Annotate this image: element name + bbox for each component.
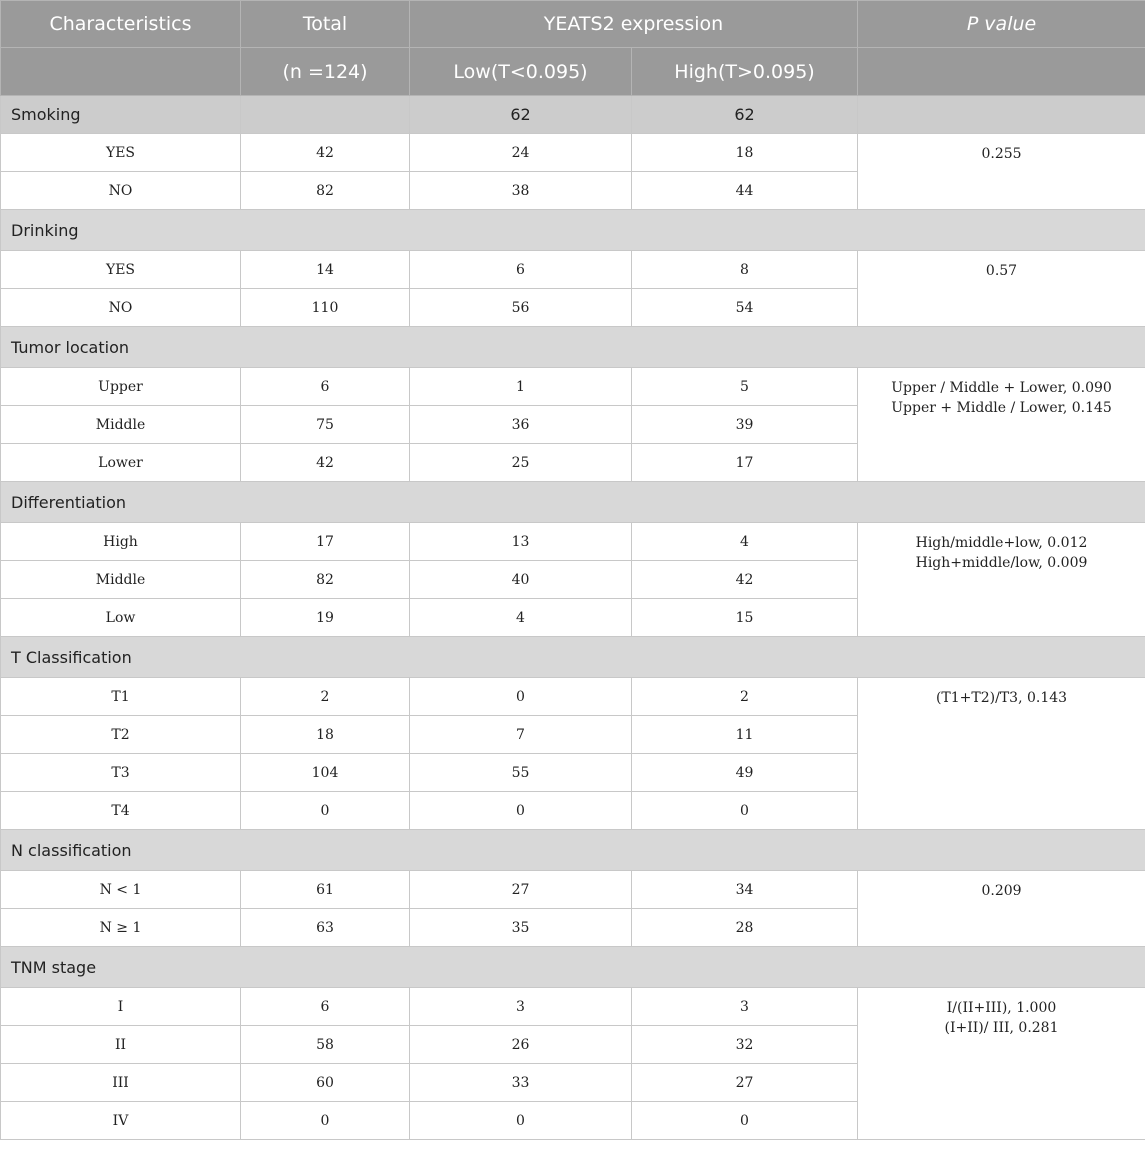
- row-high: 2: [632, 678, 858, 716]
- row-total: 110: [241, 289, 410, 327]
- row-label: NO: [1, 172, 241, 210]
- row-total: 42: [241, 444, 410, 482]
- row-total: 63: [241, 909, 410, 947]
- table-row: [1, 523, 1145, 561]
- row-low: 0: [410, 792, 632, 830]
- p-value-line: (T1+T2)/T3, 0.143: [935, 690, 1068, 706]
- section-title: Differentiation: [1, 482, 1145, 523]
- p-value-cell: [858, 368, 1145, 482]
- table-row: [1, 251, 1145, 289]
- section-title: TNM stage: [1, 947, 1145, 988]
- row-high: 0: [632, 792, 858, 830]
- p-value-line: I/(II+III), 1.000: [946, 1000, 1057, 1016]
- section-title: N classification: [1, 830, 1145, 871]
- row-high: 28: [632, 909, 858, 947]
- p-value-line: Upper + Middle / Lower, 0.145: [891, 400, 1112, 416]
- header-high: High(T>0.095): [632, 48, 858, 96]
- row-high: 4: [632, 523, 858, 561]
- section-row-n-classification: [1, 830, 1145, 871]
- row-label: YES: [1, 134, 241, 172]
- p-value-cell: [858, 678, 1145, 830]
- row-high: 0: [632, 1102, 858, 1140]
- row-label: T1: [1, 678, 241, 716]
- table-row: [1, 678, 1145, 716]
- p-value-cell: [858, 523, 1145, 637]
- p-value-line: High/middle+low, 0.012: [915, 535, 1088, 551]
- table-row: [1, 368, 1145, 406]
- section-high-count: 62: [632, 96, 858, 134]
- header-empty-2: [858, 48, 1145, 96]
- p-value-line: High+middle/low, 0.009: [915, 555, 1088, 571]
- row-total: 42: [241, 134, 410, 172]
- row-low: 4: [410, 599, 632, 637]
- row-high: 11: [632, 716, 858, 754]
- section-row-differentiation: [1, 482, 1145, 523]
- row-high: 39: [632, 406, 858, 444]
- row-total: 19: [241, 599, 410, 637]
- row-total: 104: [241, 754, 410, 792]
- row-high: 17: [632, 444, 858, 482]
- row-high: 5: [632, 368, 858, 406]
- header-p-value: P value: [858, 1, 1145, 48]
- row-low: 26: [410, 1026, 632, 1064]
- row-total: 61: [241, 871, 410, 909]
- section-row-tumor-location: [1, 327, 1145, 368]
- table-row: [1, 871, 1145, 909]
- p-value-line: Upper / Middle + Lower, 0.090: [891, 380, 1112, 396]
- p-value-cell: [858, 251, 1145, 327]
- row-low: 13: [410, 523, 632, 561]
- row-label: NO: [1, 289, 241, 327]
- row-low: 40: [410, 561, 632, 599]
- row-high: 42: [632, 561, 858, 599]
- row-low: 27: [410, 871, 632, 909]
- row-total: 14: [241, 251, 410, 289]
- section-row-t-classification: [1, 637, 1145, 678]
- header-empty-1: [1, 48, 241, 96]
- row-label: Lower: [1, 444, 241, 482]
- row-low: 0: [410, 678, 632, 716]
- row-total: 0: [241, 792, 410, 830]
- row-total: 6: [241, 988, 410, 1026]
- header-low: Low(T<0.095): [410, 48, 632, 96]
- row-total: 2: [241, 678, 410, 716]
- section-cell-empty: [858, 96, 1145, 134]
- p-value-line: (I+II)/ III, 0.281: [944, 1020, 1059, 1036]
- row-low: 33: [410, 1064, 632, 1102]
- row-high: 54: [632, 289, 858, 327]
- row-label: N ≥ 1: [1, 909, 241, 947]
- row-label: III: [1, 1064, 241, 1102]
- row-low: 38: [410, 172, 632, 210]
- row-total: 58: [241, 1026, 410, 1064]
- row-low: 56: [410, 289, 632, 327]
- row-low: 36: [410, 406, 632, 444]
- section-title: T Classification: [1, 637, 1145, 678]
- row-high: 44: [632, 172, 858, 210]
- p-value-line: 0.209: [981, 883, 1022, 899]
- row-low: 7: [410, 716, 632, 754]
- row-total: 0: [241, 1102, 410, 1140]
- header-total: Total: [241, 1, 410, 48]
- table-row: [1, 134, 1145, 172]
- row-label: T2: [1, 716, 241, 754]
- row-high: 32: [632, 1026, 858, 1064]
- row-low: 24: [410, 134, 632, 172]
- section-low-count: 62: [410, 96, 632, 134]
- row-label: II: [1, 1026, 241, 1064]
- row-low: 3: [410, 988, 632, 1026]
- row-label: T3: [1, 754, 241, 792]
- row-label: Middle: [1, 561, 241, 599]
- row-high: 3: [632, 988, 858, 1026]
- row-low: 25: [410, 444, 632, 482]
- section-title: Drinking: [1, 210, 1145, 251]
- row-high: 15: [632, 599, 858, 637]
- row-high: 27: [632, 1064, 858, 1102]
- row-label: Upper: [1, 368, 241, 406]
- row-total: 60: [241, 1064, 410, 1102]
- header-n: (n =124): [241, 48, 410, 96]
- row-total: 6: [241, 368, 410, 406]
- section-row-tnm-stage: [1, 947, 1145, 988]
- row-total: 17: [241, 523, 410, 561]
- header-row-1: [1, 1, 1145, 48]
- row-label: YES: [1, 251, 241, 289]
- p-value-cell: [858, 871, 1145, 947]
- row-high: 8: [632, 251, 858, 289]
- row-low: 6: [410, 251, 632, 289]
- p-value-line: 0.255: [981, 146, 1022, 162]
- row-low: 0: [410, 1102, 632, 1140]
- row-label: T4: [1, 792, 241, 830]
- section-title: Smoking: [1, 96, 241, 134]
- row-total: 75: [241, 406, 410, 444]
- row-total: 18: [241, 716, 410, 754]
- row-label: High: [1, 523, 241, 561]
- p-value-cell: [858, 988, 1145, 1140]
- section-row-drinking: [1, 210, 1145, 251]
- row-high: 49: [632, 754, 858, 792]
- row-high: 34: [632, 871, 858, 909]
- table-row: [1, 988, 1145, 1026]
- row-low: 1: [410, 368, 632, 406]
- row-low: 55: [410, 754, 632, 792]
- row-total: 82: [241, 561, 410, 599]
- section-title: Tumor location: [1, 327, 1145, 368]
- row-low: 35: [410, 909, 632, 947]
- section-cell-empty: [241, 96, 410, 134]
- section-row-smoking: [1, 96, 1145, 134]
- header-characteristics: Characteristics: [1, 1, 241, 48]
- row-label: Low: [1, 599, 241, 637]
- row-label: Middle: [1, 406, 241, 444]
- row-high: 18: [632, 134, 858, 172]
- row-label: IV: [1, 1102, 241, 1140]
- p-value-line: 0.57: [985, 263, 1018, 279]
- header-expression: YEATS2 expression: [410, 1, 858, 48]
- row-label: N < 1: [1, 871, 241, 909]
- row-total: 82: [241, 172, 410, 210]
- header-row-2: [1, 48, 1145, 96]
- p-value-cell: [858, 134, 1145, 210]
- row-label: I: [1, 988, 241, 1026]
